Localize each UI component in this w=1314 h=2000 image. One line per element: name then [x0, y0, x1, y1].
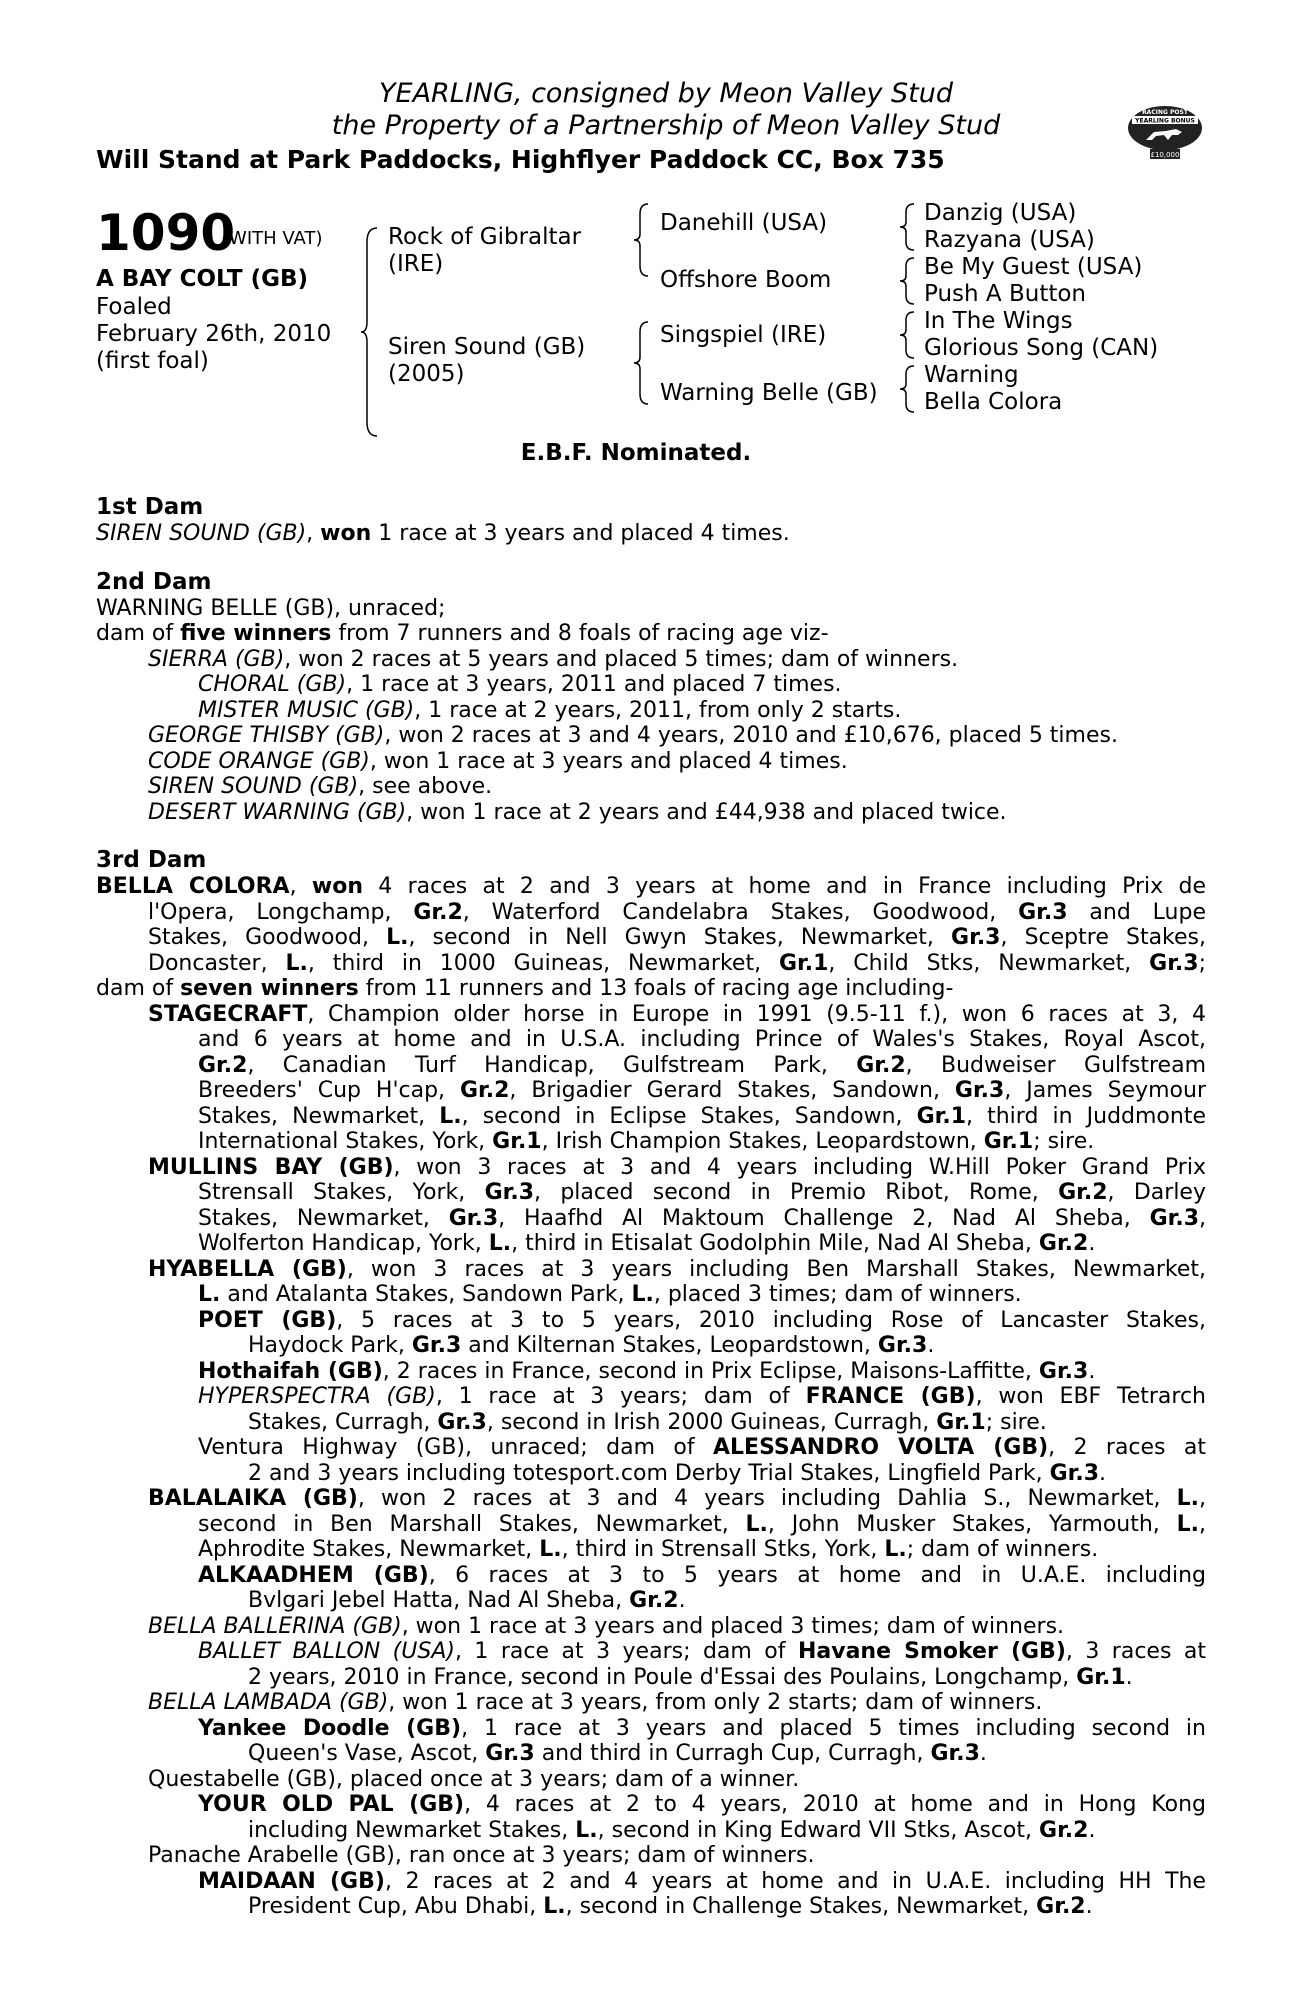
race-highlight: Gr.3 [411, 1333, 462, 1358]
horse-name: BELLA LAMBADA (GB) [148, 1690, 389, 1715]
race-highlight: L. [884, 1537, 907, 1562]
third-dam-line [96, 1792, 1206, 1818]
race-text: Stakes, Newmarket, [198, 1205, 449, 1231]
third-dam-line [96, 1563, 1206, 1589]
badge-mid-text: YEARLING BONUS [1135, 117, 1195, 125]
progeny-name: SIREN SOUND (GB) [148, 774, 359, 799]
third-dam-line [96, 1180, 1206, 1206]
progeny-record: , 1 race at 2 years, 2011, from only 2 starts. [414, 697, 902, 723]
race-text: , 2 races at [1048, 1435, 1206, 1460]
progeny-name: GEORGE THISBY (GB) [148, 723, 385, 748]
lot-vat: (WITH VAT) [222, 228, 323, 249]
progeny-entry [96, 698, 1206, 724]
progeny-record: , won 2 races at 3 and 4 years, 2010 and £10,676, placed 5 times. [384, 723, 1118, 748]
race-text: and 6 years at home and in U.S.A. including Prince of Wales's Stakes, Royal Ascot, [198, 1027, 1206, 1052]
race-highlight: Gr.1 [1076, 1664, 1126, 1690]
race-text: , third in Juddmonte [966, 1103, 1206, 1129]
race-highlight: Gr.3 [484, 1180, 534, 1205]
race-text: , 1 race at 3 years; dam of [435, 1384, 806, 1409]
third-dam-line [96, 1359, 1206, 1385]
race-highlight: Gr.2 [413, 899, 463, 925]
race-text: , second in Nell Gwyn Stakes, Newmarket, [408, 925, 952, 950]
third-dam-line [96, 1843, 1206, 1869]
third-dam-line [96, 1461, 1206, 1487]
race-text: , won 1 race at 3 years, from only 2 starts; dam of winners. [388, 1690, 1043, 1715]
race-text: , 1 race at 3 years and placed 5 times including second in [461, 1715, 1206, 1741]
race-text: including Newmarket Stakes, [248, 1817, 576, 1843]
race-highlight: MULLINS BAY (GB) [148, 1154, 394, 1180]
sss-name: Danzig (USA) [924, 200, 1077, 226]
third-dam-line [96, 1257, 1206, 1283]
race-highlight: Gr.2 [1058, 1180, 1108, 1205]
progeny-entry [96, 774, 1206, 800]
race-text: , Haafhd Al Maktoum Challenge 2, Nad Al Sheba, [498, 1205, 1150, 1231]
race-highlight: Gr.3 [1149, 950, 1199, 976]
progeny-name: SIERRA (GB) [148, 646, 285, 672]
ss-name: Danehill (USA) [660, 210, 828, 236]
race-text: Aphrodite Stakes, Newmarket, [198, 1537, 540, 1562]
race-highlight: ALKAADHEM (GB) [198, 1562, 429, 1588]
progeny-record: , see above. [358, 774, 493, 799]
third-dam-line [96, 1410, 1206, 1436]
third-dam-line [96, 951, 1206, 977]
summary-winners: five winners [180, 621, 332, 646]
pedigree-block [96, 200, 1206, 450]
race-text: , [1199, 1486, 1206, 1511]
race-text: , 3 races at [1065, 1639, 1206, 1664]
race-highlight: L. [439, 1103, 462, 1129]
race-text: Haydock Park, [248, 1333, 412, 1358]
race-text: . [1125, 1664, 1133, 1690]
race-text: from 11 runners and 13 foals of racing age including- [358, 976, 954, 1001]
race-text: 2 and 3 years including totesport.com Derby Trial Stakes, Lingfield Park, [248, 1460, 1050, 1486]
brace-sire-side-icon [634, 200, 650, 280]
first-dam-entry: SIREN SOUND (GB), won 1 race at 3 years and placed 4 times. [96, 521, 790, 546]
sds-name: Be My Guest (USA) [924, 254, 1143, 280]
badge-amount-text: £10,000 [1150, 151, 1180, 159]
race-highlight: BELLA COLORA [96, 874, 290, 899]
race-highlight: L. [1176, 1486, 1199, 1511]
race-highlight: L. [1176, 1511, 1199, 1537]
race-highlight: Gr.3 [951, 925, 1001, 950]
yearling-bonus-badge-icon [1126, 102, 1204, 160]
brace-dd-icon [900, 362, 916, 416]
race-text: , John Musker Stakes, Yarmouth, [767, 1511, 1177, 1537]
third-dam-line [96, 1078, 1206, 1104]
race-text: and Atalanta Stakes, Sandown Park, [220, 1282, 632, 1307]
third-dam-line [96, 1665, 1206, 1691]
third-dam-line [96, 1588, 1206, 1614]
race-highlight: Gr.2 [459, 1078, 510, 1103]
sd-name: Offshore Boom [660, 267, 832, 293]
race-highlight: Gr.1 [916, 1103, 967, 1129]
race-text: , 2 races at 2 and 4 years at home and in U.A.E. including HH The [384, 1868, 1206, 1894]
race-text: , Waterford Candelabra Stakes, Goodwood, [462, 899, 1019, 925]
third-dam-line [96, 1486, 1206, 1512]
ebf-nomination: E.B.F. Nominated. [520, 440, 752, 466]
third-dam-line [96, 1333, 1206, 1359]
race-text: , 4 races at 2 to 4 years, 2010 at home and in Hong Kong [464, 1792, 1206, 1817]
race-text: , James Seymour [1004, 1078, 1206, 1103]
race-text: l'Opera, Longchamp, [148, 899, 414, 925]
race-text: . [1099, 1460, 1107, 1486]
race-highlight: seven winners [180, 976, 359, 1001]
race-text: , 6 races at 3 to 5 years at home and in U.A.E. including [428, 1562, 1206, 1588]
race-text: Stakes, Newmarket, [198, 1103, 440, 1129]
race-text: ; sire. [1033, 1129, 1095, 1154]
race-text: , won 1 race at 3 years and placed 3 times; dam of winners. [401, 1613, 1065, 1639]
race-highlight: STAGECRAFT [148, 1001, 308, 1027]
race-highlight: Gr.1 [983, 1129, 1034, 1154]
race-text: . [1088, 1817, 1096, 1843]
race-text: ; dam of winners. [906, 1537, 1099, 1562]
race-text: , won 3 races at 3 years including Ben Marshall Stakes, Newmarket, [346, 1256, 1206, 1282]
race-text: 2 years, 2010 in France, second in Poule d'Essai des Poulains, Longchamp, [248, 1664, 1077, 1690]
race-highlight: L. [543, 1894, 566, 1919]
progeny-entry [96, 672, 1206, 698]
third-dam-line [96, 976, 1206, 1002]
race-highlight: Gr.2 [1039, 1817, 1089, 1843]
foaled-info [96, 294, 331, 375]
third-dam-line [96, 900, 1206, 926]
race-text: . [927, 1333, 935, 1358]
race-text: , [1199, 1511, 1206, 1537]
race-highlight: L. [285, 950, 308, 976]
race-text: , [289, 874, 312, 899]
race-text: , 1 race at 3 years; dam of [454, 1639, 798, 1664]
race-text: , third in Etisalat Godolphin Mile, Nad Al Sheba, [511, 1231, 1039, 1256]
race-highlight: Gr.3 [1049, 1460, 1100, 1486]
race-text: second in Ben Marshall Stakes, Newmarket, [198, 1511, 746, 1537]
third-dam-heading: 3rd Dam [96, 847, 207, 873]
foaled-date: February 26th, 2010 [96, 321, 332, 347]
race-text: Panache Arabelle (GB), ran once at 3 years; dam of winners. [148, 1843, 815, 1868]
race-highlight: Hothaifah (GB) [198, 1358, 383, 1384]
race-text: , won EBF Tetrarch [975, 1384, 1207, 1409]
third-dam-line [96, 1231, 1206, 1257]
race-text: , Child Stks, Newmarket, [828, 950, 1150, 976]
third-dam-line [96, 1869, 1206, 1895]
race-text: , 2 races in France, second in Prix Eclipse, Maisons-Laffitte, [382, 1358, 1039, 1384]
race-text: , Darley [1107, 1180, 1206, 1205]
race-highlight: L. [198, 1282, 221, 1307]
race-highlight: L. [745, 1511, 768, 1537]
race-text: Ventura Highway (GB), unraced; dam of [198, 1435, 713, 1460]
race-highlight: Gr.2 [1036, 1894, 1086, 1919]
third-dam-line [96, 1767, 1206, 1793]
race-text: and third in Curragh Cup, Curragh, [534, 1741, 931, 1766]
third-dam-line [96, 1308, 1206, 1334]
race-text: , Irish Champion Stakes, Leopardstown, [541, 1129, 984, 1154]
third-dam-line [96, 1716, 1206, 1742]
race-highlight: L. [631, 1282, 654, 1307]
race-text: and Lupe [1067, 899, 1206, 925]
catalogue-page [96, 78, 1206, 1920]
header [96, 78, 1206, 176]
second-dam-name: WARNING BELLE (GB), unraced; [96, 595, 446, 621]
race-highlight: L. [539, 1537, 562, 1562]
third-dam-line [96, 1741, 1206, 1767]
brace-sire-dam-icon [361, 222, 381, 442]
race-text: Questabelle (GB), placed once at 3 years; dam of a winner. [148, 1766, 800, 1792]
race-text: Bvlgari Jebel Hatta, Nad Al Sheba, [248, 1588, 630, 1613]
dds-name: Warning [924, 362, 1019, 388]
race-text: International Stakes, York, [198, 1129, 493, 1154]
progeny-record: , won 1 race at 3 years and placed 4 times. [369, 748, 848, 774]
foaled-label: Foaled [96, 294, 172, 320]
race-highlight: Gr.3 [1149, 1205, 1199, 1231]
second-dam-section [96, 569, 1206, 826]
property-line: the Property of a Partnership of Meon Valley Stud [331, 110, 1001, 141]
progeny-entry [96, 723, 1206, 749]
third-dam-line [96, 1206, 1206, 1232]
third-dam-line [96, 1614, 1206, 1640]
race-text: , Canadian Turf Handicap, Gulfstream Park, [247, 1052, 857, 1078]
race-text: , [1199, 1205, 1206, 1231]
brace-ss-icon [900, 200, 916, 254]
third-dam-line [96, 1282, 1206, 1308]
horse-name: HYPERSPECTRA (GB) [198, 1384, 436, 1409]
race-text: , 5 races at 3 to 5 years, 2010 including Rose of Lancaster Stakes, [336, 1307, 1206, 1333]
race-text: Queen's Vase, Ascot, [248, 1741, 486, 1766]
race-text: , second in Eclipse Stakes, Sandown, [461, 1103, 917, 1129]
race-highlight: Gr.3 [485, 1741, 535, 1766]
dss-name: In The Wings [924, 308, 1073, 334]
dam-year: (2005) [388, 361, 465, 387]
third-dam-line [96, 1002, 1206, 1028]
third-dam-body [96, 874, 1206, 1920]
race-text: . [979, 1741, 987, 1766]
third-dam-line [96, 874, 1206, 900]
race-text: . [1088, 1358, 1096, 1384]
race-highlight: FRANCE (GB) [805, 1384, 976, 1409]
race-text: ; sire. [985, 1409, 1047, 1435]
race-highlight: Gr.1 [936, 1409, 986, 1435]
lot-name: A BAY COLT (GB) [96, 266, 309, 292]
race-highlight: won [311, 874, 363, 899]
progeny-record: , won 2 races at 5 years and placed 5 times; dam of winners. [284, 646, 959, 672]
race-text: ; [1198, 950, 1207, 976]
race-highlight: Yankee Doodle (GB) [198, 1715, 462, 1741]
third-dam-line [96, 1155, 1206, 1181]
race-text: Breeders' Cup H'cap, [198, 1078, 460, 1103]
sire-country: (IRE) [388, 251, 444, 277]
race-text: . [678, 1588, 686, 1613]
race-text: , placed 3 times; dam of winners. [653, 1282, 1022, 1307]
dsd-name: Glorious Song (CAN) [924, 335, 1159, 361]
race-highlight: Gr.3 [954, 1078, 1005, 1103]
ds-name: Singspiel (IRE) [660, 322, 827, 348]
sire-name: Rock of Gibraltar [388, 224, 582, 250]
badge-top-text: RACING POST [1142, 109, 1188, 116]
consignor-line: YEARLING, consigned by Meon Valley Stud [379, 78, 953, 109]
first-dam-section [96, 494, 1206, 547]
race-text: Stakes, Goodwood, [148, 925, 387, 950]
first-dam-name: SIREN SOUND (GB) [96, 521, 307, 546]
third-dam-line [96, 1053, 1206, 1079]
brace-ds-icon [900, 308, 916, 362]
ssd-name: Razyana (USA) [924, 227, 1095, 253]
race-highlight: Gr.3 [437, 1409, 487, 1435]
first-dam-record: 1 race at 3 years and placed 4 times. [371, 521, 790, 546]
progeny-record: , 1 race at 3 years, 2011 and placed 7 times. [346, 672, 842, 697]
lot-number: 1090 [96, 204, 236, 262]
third-dam-line [96, 1537, 1206, 1563]
race-text: Stakes, Curragh, [248, 1409, 438, 1435]
race-highlight: Gr.3 [1018, 899, 1068, 925]
race-highlight: HYABELLA (GB) [148, 1256, 347, 1282]
second-dam-summary [96, 621, 1206, 647]
race-highlight: ALESSANDRO VOLTA (GB) [713, 1435, 1049, 1460]
third-dam-line [96, 925, 1206, 951]
progeny-name: CODE ORANGE (GB) [148, 748, 370, 774]
dam-name: Siren Sound (GB) [388, 334, 586, 360]
race-highlight: L. [386, 925, 409, 950]
race-highlight: Gr.1 [778, 950, 829, 976]
race-highlight: Gr.3 [930, 1741, 980, 1766]
race-text: Doncaster, [148, 950, 286, 976]
race-text: , Brigadier Gerard Stakes, Sandown, [509, 1078, 955, 1103]
third-dam-line [96, 1384, 1206, 1410]
foal-note: (first foal) [96, 348, 209, 374]
race-text: President Cup, Abu Dhabi, [248, 1894, 544, 1919]
second-dam-heading: 2nd Dam [96, 568, 212, 595]
race-text: , Champion older horse in Europe in 1991 (9.5-11 f.), won 6 races at 3, 4 [307, 1001, 1206, 1027]
race-text: , won 3 races at 3 and 4 years including W.Hill Poker Grand Prix [393, 1154, 1206, 1180]
race-highlight: YOUR OLD PAL (GB) [198, 1792, 465, 1817]
race-highlight: MAIDAAN (GB) [198, 1868, 385, 1894]
horse-name: BELLA BALLERINA (GB) [148, 1613, 402, 1639]
third-dam-line [96, 1894, 1206, 1920]
progeny-entry [96, 800, 1206, 826]
race-text: Strensall Stakes, York, [198, 1180, 485, 1205]
progeny-entry [96, 749, 1206, 775]
race-text: , Budweiser Gulfstream [905, 1052, 1207, 1078]
race-text: , Sceptre Stakes, [1000, 925, 1207, 950]
race-text: , third in 1000 Guineas, Newmarket, [307, 950, 779, 976]
race-text: 4 races at 2 and 3 years at home and in France including Prix de [363, 874, 1206, 899]
third-dam-line [96, 1639, 1206, 1665]
race-text: dam of [96, 976, 181, 1001]
race-highlight: Gr.2 [1038, 1231, 1089, 1256]
race-highlight: Gr.3 [1038, 1358, 1089, 1384]
race-highlight: Gr.3 [448, 1205, 499, 1231]
third-dam-line [96, 1818, 1206, 1844]
third-dam-line [96, 1027, 1206, 1053]
dd-name: Warning Belle (GB) [660, 380, 878, 406]
first-dam-won: won [320, 521, 372, 546]
race-highlight: L. [488, 1231, 512, 1256]
race-text: , third in Strensall Stks, York, [561, 1537, 885, 1562]
race-highlight: Gr.2 [856, 1052, 906, 1078]
brace-sd-icon [900, 254, 916, 308]
third-dam-line [96, 1690, 1206, 1716]
race-text: Wolferton Handicap, York, [198, 1231, 489, 1256]
race-highlight: Havane Smoker (GB) [797, 1639, 1066, 1664]
race-highlight: POET (GB) [198, 1307, 337, 1333]
first-dam-heading: 1st Dam [96, 494, 204, 520]
sdd-name: Push A Button [924, 281, 1086, 307]
race-text: , second in Irish 2000 Guineas, Curragh, [486, 1409, 937, 1435]
race-highlight: Gr.2 [198, 1052, 248, 1078]
race-highlight: Gr.1 [492, 1129, 542, 1154]
race-highlight: L. [575, 1817, 598, 1843]
summary-text: from 7 runners and 8 foals of racing age viz- [331, 621, 829, 646]
race-highlight: Gr.2 [629, 1588, 679, 1613]
progeny-record: , won 1 race at 2 years and £44,938 and placed twice. [406, 799, 1007, 825]
race-text: , placed second in Premio Ribot, Rome, [534, 1180, 1059, 1205]
ddd-name: Bella Colora [924, 389, 1063, 415]
third-dam-section [96, 847, 1206, 1920]
race-text: . [1085, 1894, 1093, 1919]
race-text: , second in King Edward VII Stks, Ascot, [597, 1817, 1040, 1843]
progeny-name: DESERT WARNING (GB) [148, 799, 407, 825]
summary-text: dam of [96, 621, 181, 646]
stand-line: Will Stand at Park Paddocks, Highflyer Paddock CC, Box 735 [96, 145, 945, 174]
progeny-name: CHORAL (GB) [198, 672, 347, 697]
third-dam-line [96, 1435, 1206, 1461]
race-text: . [1088, 1231, 1096, 1256]
progeny-name: MISTER MUSIC (GB) [198, 697, 415, 723]
race-text: and Kilternan Stakes, Leopardstown, [461, 1333, 878, 1358]
third-dam-line [96, 1512, 1206, 1538]
third-dam-line [96, 1129, 1206, 1155]
progeny-entry [96, 647, 1206, 673]
race-highlight: Gr.3 [877, 1333, 928, 1358]
horse-name: BALLET BALLON (USA) [198, 1639, 455, 1664]
brace-dam-side-icon [634, 318, 650, 408]
race-text: , second in Challenge Stakes, Newmarket, [565, 1894, 1037, 1919]
race-text: , won 2 races at 3 and 4 years including Dahlia S., Newmarket, [357, 1486, 1177, 1511]
race-highlight: BALALAIKA (GB) [148, 1486, 358, 1511]
third-dam-line [96, 1104, 1206, 1130]
